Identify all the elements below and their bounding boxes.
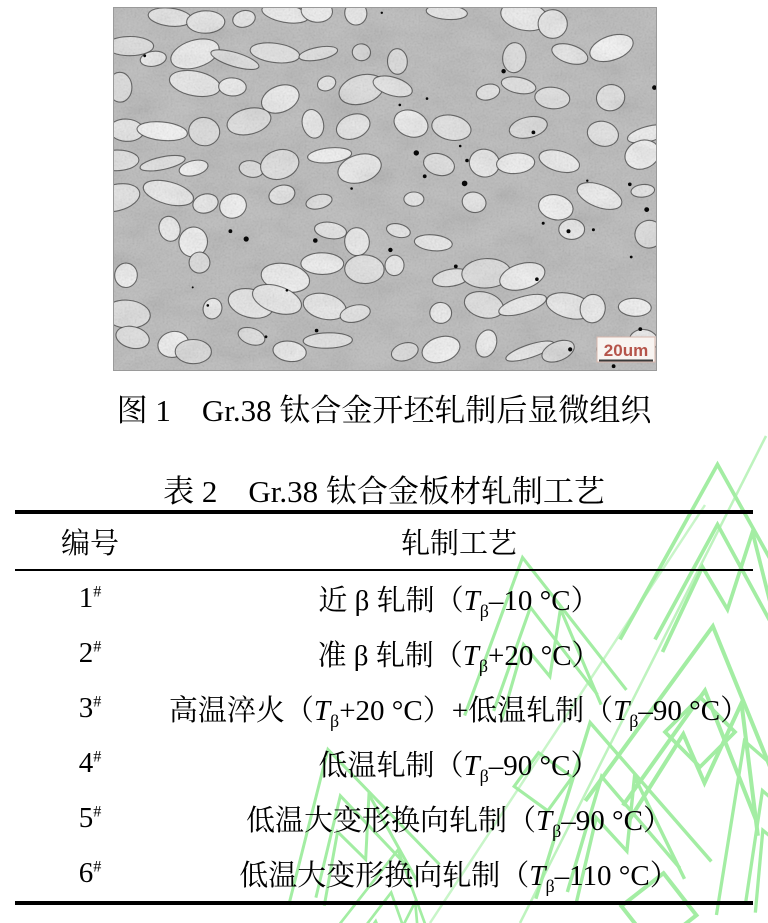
row-number: 2# bbox=[78, 637, 102, 669]
micrograph-image bbox=[113, 7, 657, 371]
scale-label: 20um bbox=[603, 341, 649, 360]
process-table bbox=[15, 510, 753, 905]
row-number: 1# bbox=[78, 582, 102, 614]
row-process: 近 β 轧制（$T_\beta-10$ °C） bbox=[318, 585, 600, 621]
row-process: 准 β 轧制（$T_\beta+20$ °C） bbox=[317, 640, 601, 676]
row-number: 4# bbox=[78, 747, 102, 779]
table-body bbox=[15, 571, 753, 901]
row-number: 3# bbox=[78, 692, 102, 724]
column-header-process: 轧制工艺 bbox=[400, 528, 517, 560]
row-process: 低温轧制（$T_\beta-90$ °C） bbox=[318, 750, 600, 786]
table-row bbox=[15, 791, 753, 846]
table-row bbox=[15, 846, 753, 901]
table-row bbox=[15, 626, 753, 681]
table-row bbox=[15, 736, 753, 791]
table-row bbox=[15, 681, 753, 736]
table-row bbox=[15, 571, 753, 626]
row-process: 高温淬火（$T_\beta+20$ °C）+低温轧制（$T_\beta-90$ °C） bbox=[168, 695, 750, 731]
table-header-row bbox=[15, 514, 753, 571]
row-process: 低温大变形换向轧制（$T_\beta-90$ °C） bbox=[245, 805, 672, 841]
column-header-number: 编号 bbox=[60, 528, 119, 560]
figure-caption: 图 1 Gr.38 钛合金开坯轧制后显微组织 bbox=[116, 393, 652, 428]
row-number: 5# bbox=[78, 802, 102, 834]
scale-bar bbox=[597, 337, 655, 362]
row-number: 6# bbox=[78, 857, 102, 889]
row-process: 低温大变形换向轧制（$T_\beta-110$ °C） bbox=[239, 860, 679, 896]
table-caption: 表 2 Gr.38 钛合金板材轧制工艺 bbox=[163, 474, 605, 509]
